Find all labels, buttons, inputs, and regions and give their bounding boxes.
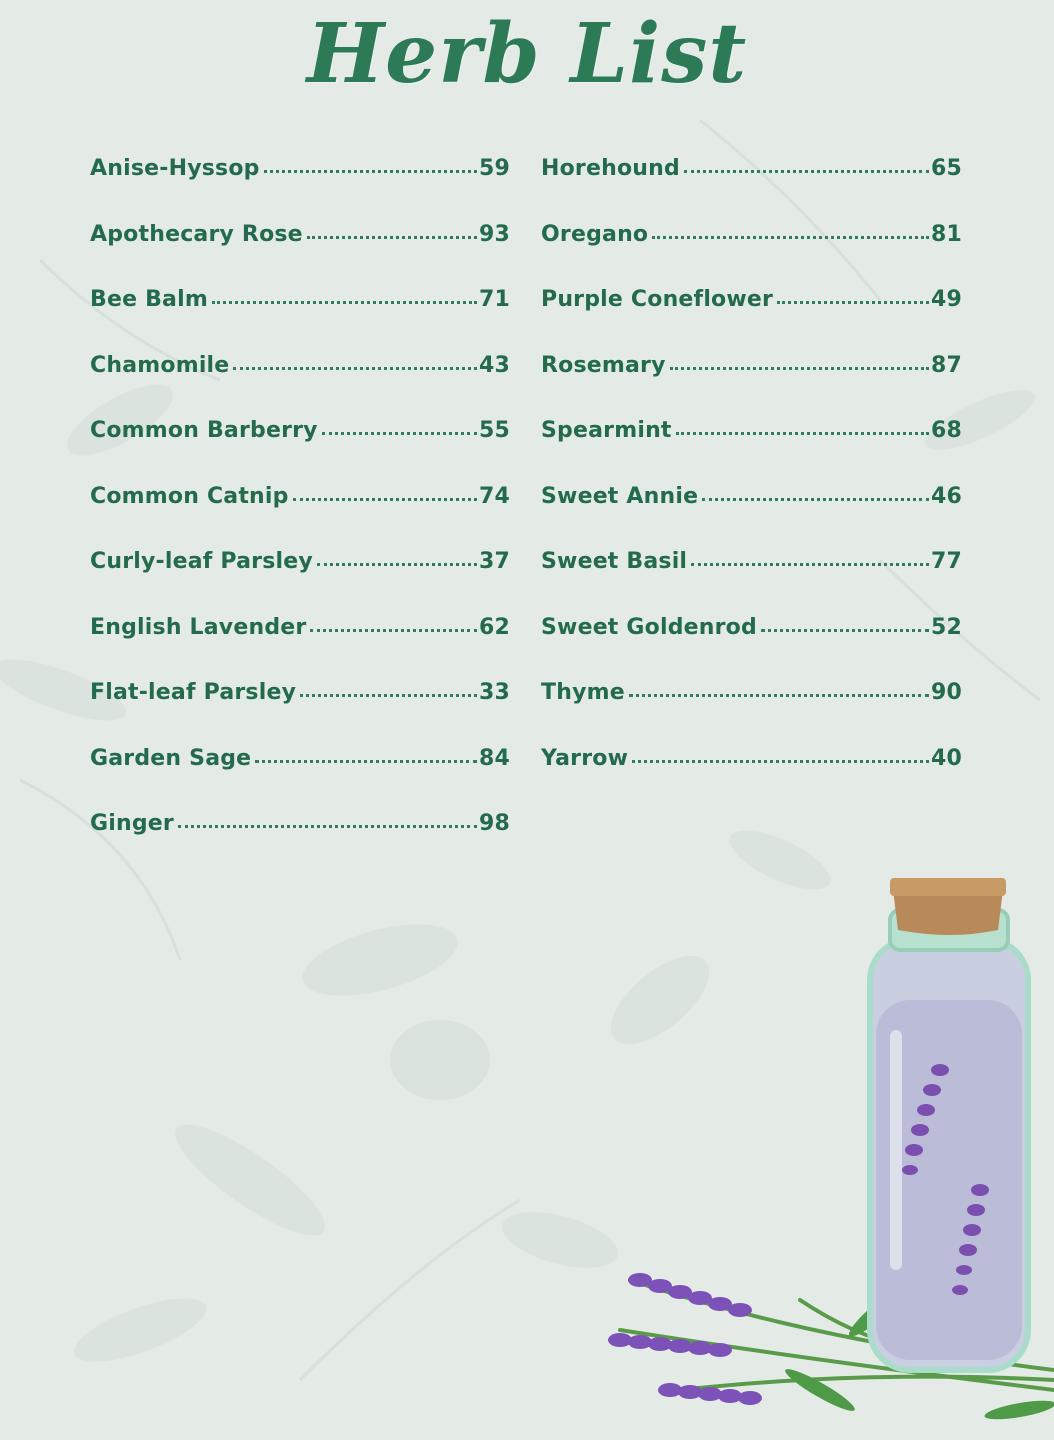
herb-name: Flat-leaf Parsley [90, 680, 297, 705]
page-number: 33 [478, 680, 510, 705]
herb-name: Sweet Basil [541, 549, 688, 574]
page-number: 68 [930, 418, 962, 443]
dot-leader [691, 562, 929, 566]
herb-index-entry [541, 549, 962, 615]
herb-name: Spearmint [541, 418, 672, 443]
herb-name: Anise-Hyssop [90, 156, 260, 181]
dot-leader [777, 300, 929, 304]
herb-index-entry [541, 615, 962, 681]
page-number: 59 [478, 156, 510, 181]
herb-index-entry [90, 484, 510, 550]
herb-index-entry [541, 287, 962, 353]
herb-name: Common Barberry [90, 418, 318, 443]
dot-leader [293, 497, 477, 501]
herb-index-entry [541, 484, 962, 550]
herb-index-entry [90, 287, 510, 353]
page-number: 55 [478, 418, 510, 443]
dot-leader [684, 169, 929, 173]
herb-index-entry [90, 156, 510, 222]
herb-name: Garden Sage [90, 745, 252, 771]
dot-leader [233, 366, 477, 370]
herb-name: Common Catnip [90, 483, 289, 509]
page-title: Herb List [306, 6, 748, 102]
page-number: 93 [478, 221, 510, 247]
page-number: 90 [930, 680, 962, 705]
page-number: 52 [930, 614, 962, 640]
herb-index-right-column [541, 156, 962, 811]
page-number: 87 [930, 352, 962, 378]
dot-leader [652, 235, 929, 239]
dot-leader [212, 300, 477, 304]
herb-name: Chamomile [90, 352, 230, 378]
herb-name: Purple Coneflower [541, 287, 774, 312]
page-number: 46 [930, 483, 962, 509]
dot-leader [255, 759, 477, 763]
page-number: 71 [478, 287, 510, 312]
herb-name: Bee Balm [90, 287, 208, 312]
herb-name: English Lavender [90, 614, 307, 640]
herb-name: Ginger [90, 811, 174, 836]
herb-name: Sweet Annie [541, 483, 699, 509]
herb-index-entry [541, 353, 962, 419]
page-number: 65 [930, 156, 962, 181]
page-number: 84 [478, 745, 510, 771]
herb-index-entry [90, 353, 510, 419]
lavender-bottle-illustration [560, 870, 1054, 1440]
page-number: 40 [930, 745, 962, 771]
herb-name: Yarrow [541, 745, 629, 771]
herb-index-entry [90, 549, 510, 615]
herb-name: Oregano [541, 221, 649, 247]
dot-leader [310, 628, 477, 632]
dot-leader [629, 693, 929, 697]
dot-leader [702, 497, 929, 501]
page-number: 43 [478, 352, 510, 378]
dot-leader [670, 366, 929, 370]
dot-leader [178, 824, 477, 828]
herb-name: Curly-leaf Parsley [90, 549, 313, 574]
herb-index-entry [541, 746, 962, 812]
dot-leader [307, 235, 477, 239]
dot-leader [264, 169, 477, 173]
dot-leader [632, 759, 929, 763]
page-number: 62 [478, 614, 510, 640]
dot-leader [300, 693, 477, 697]
page-number: 74 [478, 483, 510, 509]
herb-index-entry [90, 680, 510, 746]
herb-index-entry [90, 746, 510, 812]
herb-index-entry [541, 680, 962, 746]
dot-leader [761, 628, 929, 632]
page-number: 98 [478, 811, 510, 836]
herb-index-entry [541, 222, 962, 288]
herb-index-entry [90, 222, 510, 288]
herb-index-entry [541, 418, 962, 484]
page-number: 77 [930, 549, 962, 574]
page-number: 81 [930, 221, 962, 247]
dot-leader [676, 431, 929, 435]
herb-name: Horehound [541, 156, 680, 181]
herb-index-entry [90, 418, 510, 484]
page-number: 37 [478, 549, 510, 574]
herb-index-entry [541, 156, 962, 222]
dot-leader [322, 431, 477, 435]
herb-name: Thyme [541, 680, 625, 705]
page-number: 49 [930, 287, 962, 312]
herb-index-entry [90, 811, 510, 877]
herb-index-entry [90, 615, 510, 681]
dot-leader [317, 562, 477, 566]
herb-name: Apothecary Rose [90, 221, 303, 247]
herb-name: Sweet Goldenrod [541, 614, 757, 640]
herb-name: Rosemary [541, 352, 666, 378]
herb-index-left-column [90, 156, 510, 877]
